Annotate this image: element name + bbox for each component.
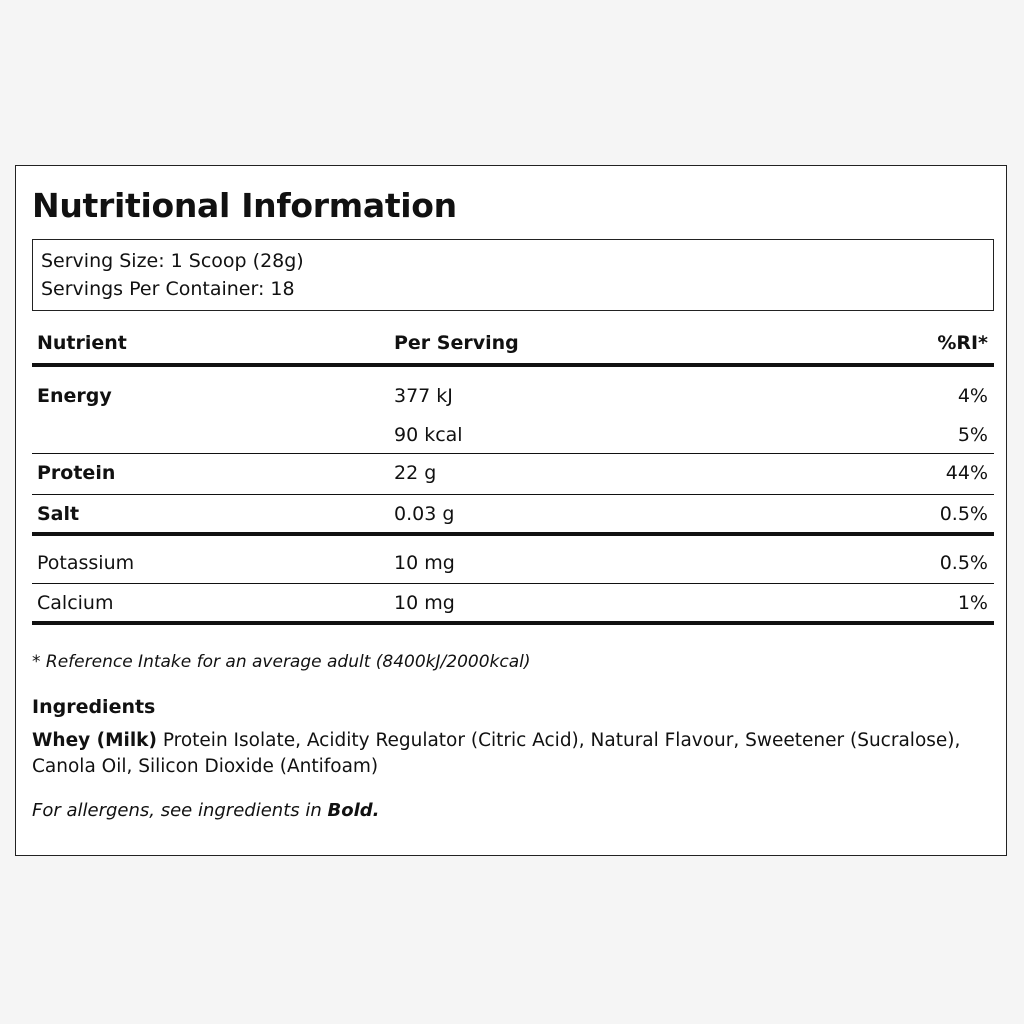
ingredients-heading: Ingredients	[32, 696, 156, 718]
page-title: Nutritional Information	[32, 186, 457, 225]
nutrient-name: Protein	[37, 462, 116, 484]
nutrient-name: Potassium	[37, 552, 135, 574]
ingredients-list	[32, 728, 982, 780]
allergen-note	[32, 800, 379, 821]
nutrition-table	[32, 326, 994, 625]
per-serving-value: 90 kcal	[394, 424, 463, 446]
nutrient-name: Salt	[37, 503, 80, 525]
table-row-protein	[32, 454, 994, 495]
ri-footnote: * Reference Intake for an average adult (8400kJ/2000kcal)	[32, 652, 531, 672]
allergen-note-prefix: For allergens, see ingredients in	[32, 800, 328, 821]
per-serving-value: 377 kJ	[394, 385, 453, 407]
header-ri: %RI*	[937, 332, 988, 354]
allergen-ingredient: Whey (Milk)	[32, 730, 157, 751]
ri-value: 0.5%	[939, 503, 988, 525]
ri-value: 1%	[957, 592, 988, 614]
table-header-row	[32, 326, 994, 367]
table-row-energy	[32, 367, 994, 454]
per-serving-value: 22 g	[394, 462, 437, 484]
nutrient-name: Calcium	[37, 592, 114, 614]
ingredients-rest: Protein Isolate, Acidity Regulator (Citric Acid), Natural Flavour, Sweetener (Sucralose), Canola Oil, Silicon Dioxide (Antifoam)	[32, 730, 961, 777]
header-nutrient: Nutrient	[37, 332, 127, 354]
ri-value: 4%	[957, 385, 988, 407]
per-serving-value: 0.03 g	[394, 503, 455, 525]
ri-value: 44%	[945, 462, 988, 484]
serving-info-box	[32, 239, 994, 311]
ri-value: 0.5%	[939, 552, 988, 574]
per-serving-value: 10 mg	[394, 592, 455, 614]
header-per-serving: Per Serving	[394, 332, 519, 354]
servings-per-container: Servings Per Container: 18	[41, 278, 295, 300]
table-row-calcium	[32, 584, 994, 625]
table-row-salt	[32, 495, 994, 536]
allergen-note-bold: Bold.	[327, 800, 380, 821]
serving-size: Serving Size: 1 Scoop (28g)	[41, 250, 304, 272]
nutrient-name: Energy	[37, 385, 112, 407]
table-row-potassium	[32, 536, 994, 584]
ri-value: 5%	[957, 424, 988, 446]
per-serving-value: 10 mg	[394, 552, 455, 574]
nutrition-panel	[15, 165, 1007, 856]
